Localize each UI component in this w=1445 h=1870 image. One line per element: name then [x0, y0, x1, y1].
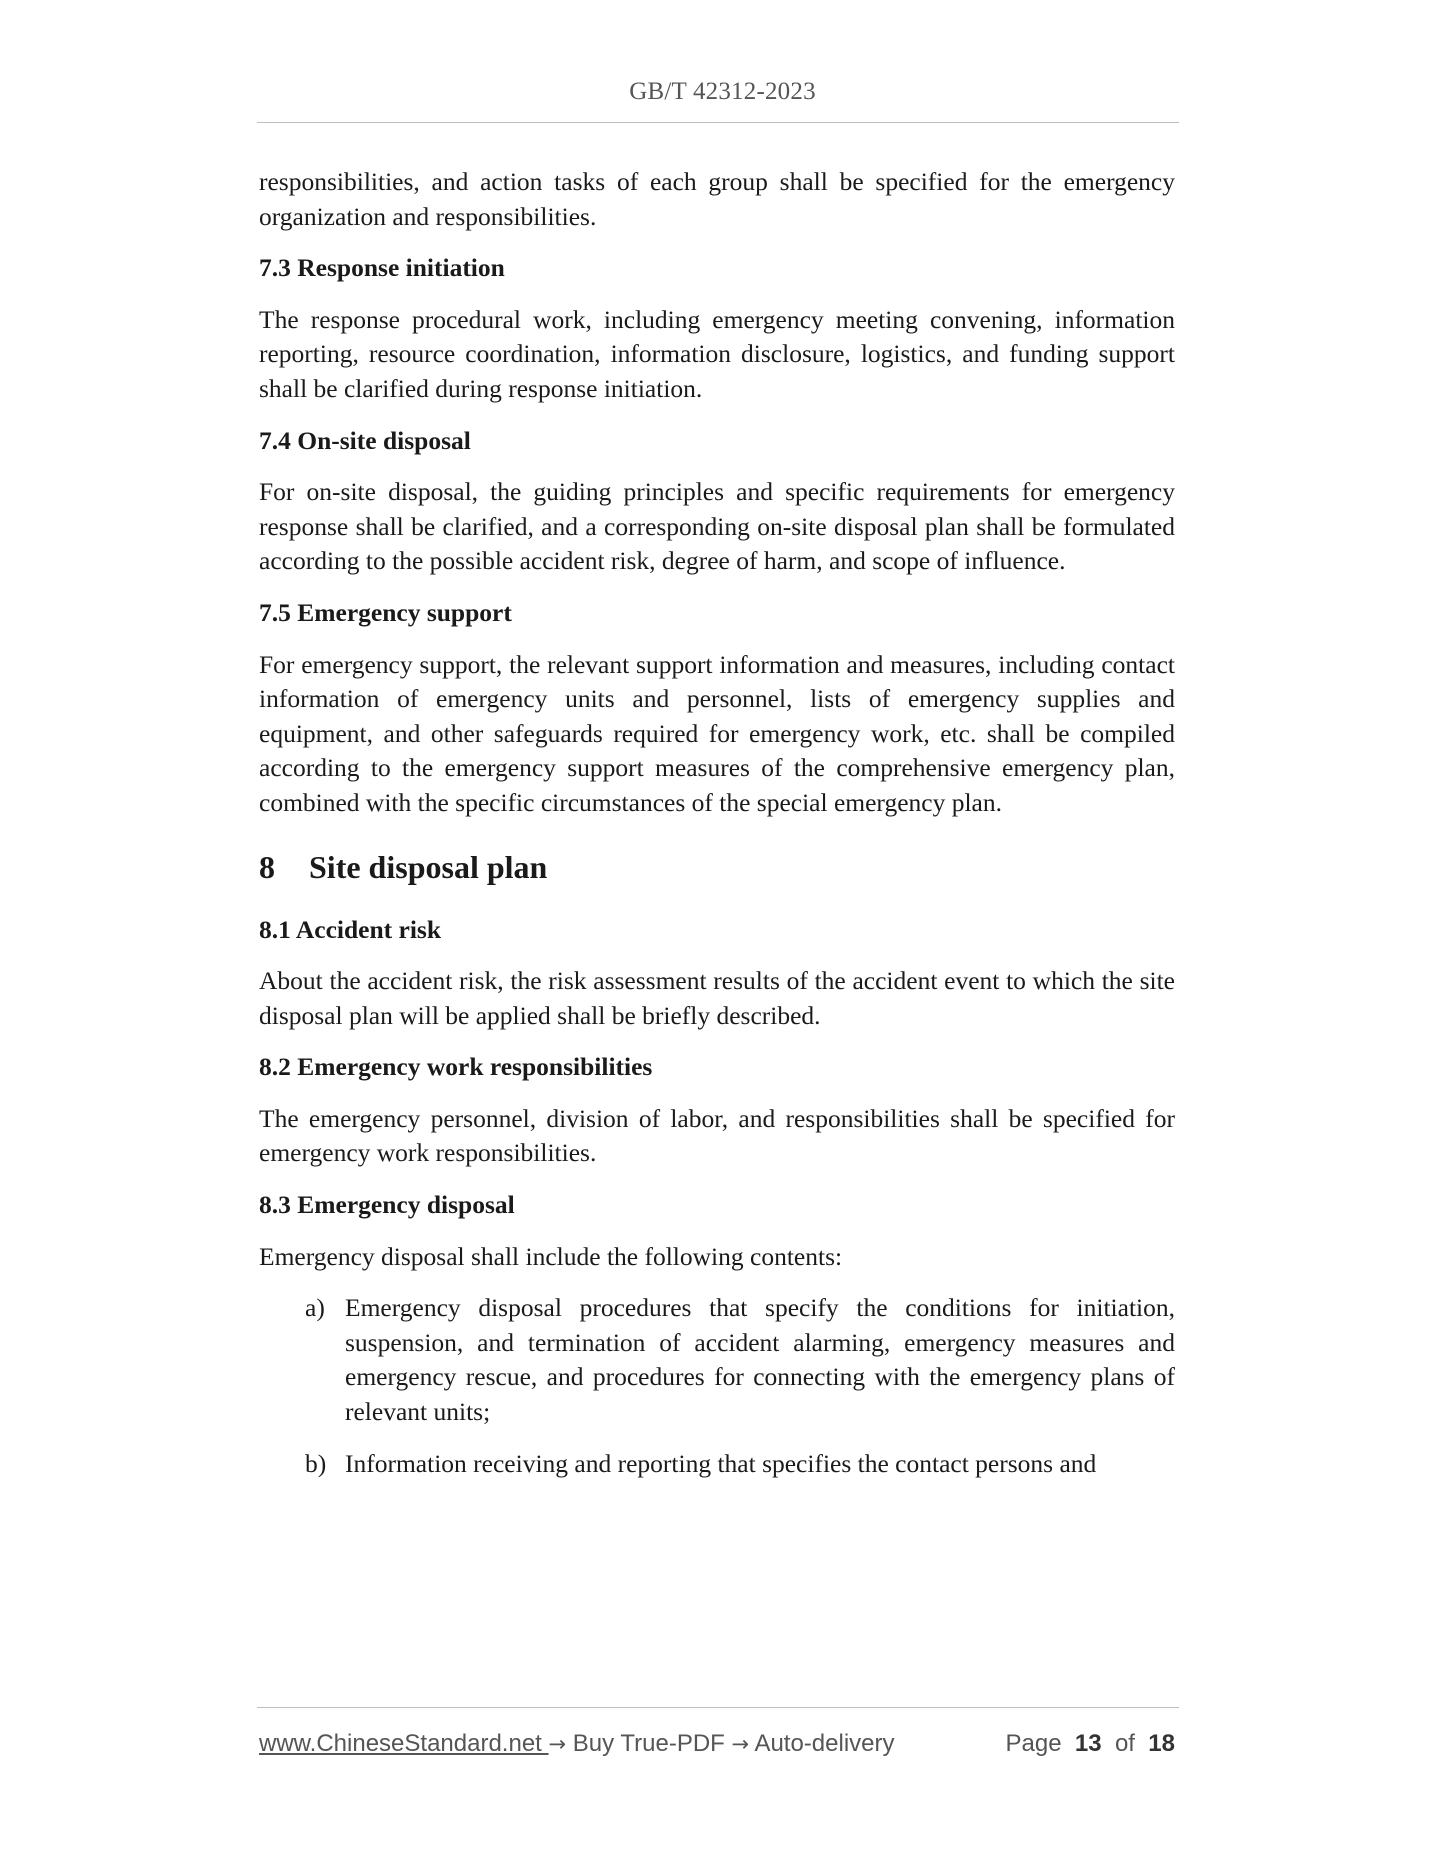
arrow-right-icon: → [731, 1732, 750, 1756]
section-7-4-heading: 7.4 On-site disposal [259, 425, 471, 455]
page-body [259, 165, 1175, 1481]
intro-paragraph: responsibilities, and action tasks of each group shall be specified for the emergency organization and responsibilities. [259, 167, 1175, 231]
section-8-number: 8 [259, 848, 275, 885]
current-page: 13 [1074, 1730, 1102, 1757]
page-number [1005, 1730, 1175, 1758]
section-8-2-text: The emergency personnel, division of labor, and responsibilities shall be specified for emergency work responsibilities. [259, 1103, 1175, 1168]
section-7-5-text: For emergency support, the relevant support information and measures, including contact information of emergency units and personnel, lists of emergency supplies and equipment, and other safeguards required for emergency work, etc. shall be compiled according to the emergency support measures of the comprehensive emergency plan, combined with the specific circumstances of the special emergency plan. [259, 649, 1175, 817]
section-7-4-text: For on-site disposal, the guiding principles and specific requirements for emergency response shall be clarified, and a corresponding on-site disposal plan shall be formulated according to the possible accident risk, degree of harm, and scope of influence. [259, 477, 1175, 576]
buy-pdf-text: Buy True-PDF [566, 1730, 732, 1757]
list-item-text: Emergency disposal procedures that specify the conditions for initiation, suspension, and termination of accident alarming, emergency measures and emergency rescue, and procedures for connecting with the emergency plans of relevant units; [345, 1293, 1175, 1427]
section-7-5-heading: 7.5 Emergency support [259, 597, 512, 627]
section-8-3-text: Emergency disposal shall include the following contents: [259, 1241, 843, 1271]
chinesestandard-link[interactable]: www.ChineseStandard.net [259, 1730, 549, 1757]
list-item [259, 1447, 1175, 1482]
list-item [259, 1291, 1175, 1429]
section-8-heading [259, 847, 1175, 887]
header-divider [257, 122, 1179, 123]
section-7-3-heading: 7.3 Response initiation [259, 253, 505, 283]
disposal-content-list [259, 1291, 1175, 1481]
section-8-1-text: About the accident risk, the risk assessment results of the accident event to which the site disposal plan will be applied shall be briefly described. [259, 966, 1175, 1030]
list-item-marker: b) [305, 1448, 327, 1478]
section-7-3-text: The response procedural work, including emergency meeting convening, information reporting, resource coordination, information disclosure, logistics, and funding support shall be clarified during response initiation. [259, 304, 1175, 403]
list-item-marker: a) [305, 1293, 325, 1323]
section-8-1-heading: 8.1 Accident risk [259, 914, 442, 944]
section-8-2-heading: 8.2 Emergency work responsibilities [259, 1052, 653, 1082]
footer-divider [257, 1707, 1179, 1708]
total-pages: 18 [1148, 1730, 1175, 1757]
arrow-right-icon: → [548, 1732, 567, 1756]
list-item-text: Information receiving and reporting that specifies the contact persons and [345, 1448, 1097, 1478]
section-8-title: Site disposal plan [309, 848, 548, 885]
section-8-3-heading: 8.3 Emergency disposal [259, 1190, 515, 1220]
standard-code-header: GB/T 42312-2023 [629, 78, 816, 105]
of-label: of [1114, 1730, 1135, 1757]
footer-promo [259, 1730, 895, 1758]
page-label: Page [1005, 1730, 1062, 1757]
auto-delivery-text: Auto-delivery [749, 1730, 895, 1757]
